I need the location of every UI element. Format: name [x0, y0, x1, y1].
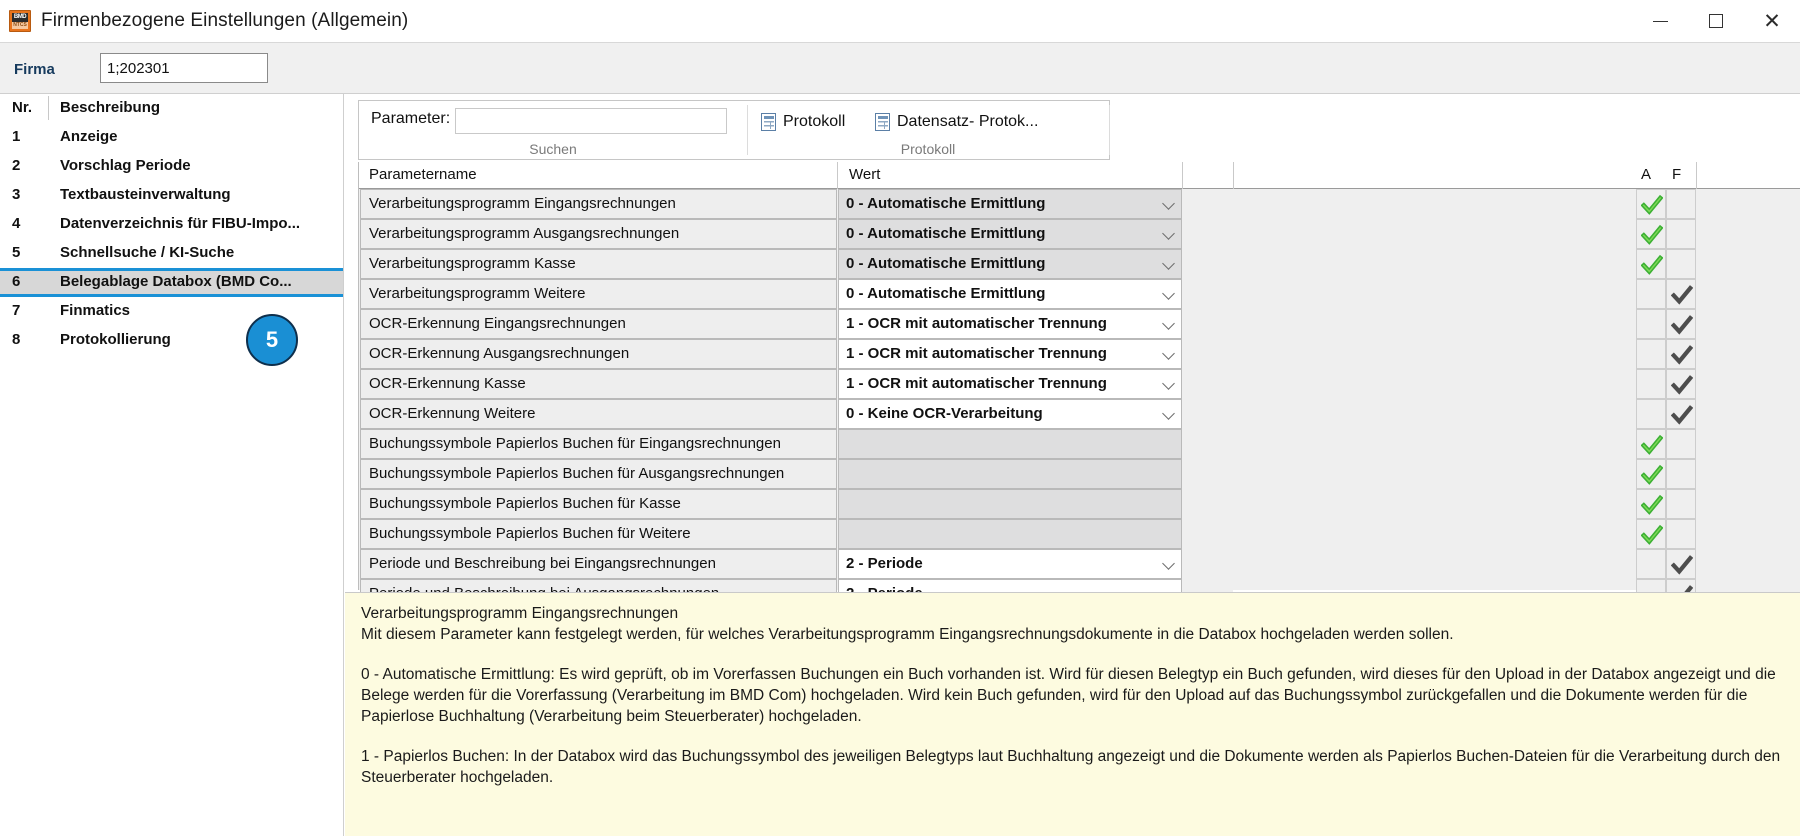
parameter-name-cell[interactable]: Verarbeitungsprogramm Eingangsrechnungen	[360, 189, 837, 219]
table-empty-area	[1696, 189, 1800, 590]
column-f-checkbox-cell[interactable]	[1666, 369, 1696, 399]
checkmark-gray-icon	[1671, 314, 1693, 336]
settings-list-header	[0, 94, 344, 123]
value-dropdown[interactable]	[838, 549, 1182, 579]
column-a-checkbox-cell[interactable]	[1636, 339, 1666, 369]
minimize-button[interactable]	[1632, 0, 1688, 42]
table-row[interactable]	[359, 309, 1800, 339]
table-spacer-cell	[1182, 189, 1233, 219]
checkmark-green-icon	[1641, 254, 1663, 276]
column-header-nr: Nr.	[12, 99, 33, 116]
checkmark-green-icon	[1641, 464, 1663, 486]
table-row[interactable]	[359, 459, 1800, 489]
column-f-checkbox-cell[interactable]	[1666, 429, 1696, 459]
bmd-logo-bottom-text: NTCS	[13, 22, 27, 28]
column-a-checkbox-cell[interactable]	[1636, 279, 1666, 309]
value-dropdown[interactable]	[838, 249, 1182, 279]
sidebar-item-label: Belegablage Databox (BMD Co...	[60, 273, 292, 290]
value-cell[interactable]	[838, 519, 1182, 549]
sidebar-item-number: 1	[12, 128, 21, 145]
value-text: 0 - Keine OCR-Verarbeitung	[846, 405, 1043, 422]
checkmark-gray-icon	[1671, 344, 1693, 366]
maximize-button[interactable]	[1688, 0, 1744, 42]
checkmark-green-icon	[1641, 224, 1663, 246]
column-header-beschreibung: Beschreibung	[60, 99, 161, 116]
table-spacer-cell	[1182, 429, 1233, 459]
parameter-name-cell[interactable]: Verarbeitungsprogramm Kasse	[360, 249, 837, 279]
column-a-checkbox-cell[interactable]	[1636, 369, 1666, 399]
parameter-name-cell[interactable]: OCR-Erkennung Eingangsrechnungen	[360, 309, 837, 339]
value-text: 2 - Periode	[846, 555, 923, 572]
table-spacer-cell	[1182, 249, 1233, 279]
table-spacer-cell	[1182, 519, 1233, 549]
parameter-name-cell[interactable]: Buchungssymbole Papierlos Buchen für Eingangsrechnungen	[360, 429, 837, 459]
value-dropdown[interactable]	[838, 339, 1182, 369]
firma-label: Firma	[14, 61, 55, 78]
description-paragraph-1: 0 - Automatische Ermittlung: Es wird geprüft, ob im Vorerfassen Buchungen ein Buch vorhanden ist. Wird für diesen Belegtyp ein Buch gefunden, wird dieses für den Upload in der Databox angezeigt und die Belege werden für die Vorerfassung (Verarbeitung im BMD Com) hochgeladen. Wird kein Buch gefunden, wird für den Upload auf das Buchungssymbol zurückgefallen und die Dokumente werden für die Papierlose Buchhaltung (Verarbeitung beim Steuerberater) hochgeladen.	[361, 666, 1776, 725]
document-list-icon	[761, 113, 776, 131]
description-paragraph-2: 1 - Papierlos Buchen: In der Databox wird das Buchungssymbol des jeweiligen Belegtyps laut Buchhaltung angezeigt und die Dokumente werden als Papierlos Buchen-Dateien für die Verarbeitung durch den Steuerberater hochgeladen.	[361, 748, 1781, 786]
column-a-checkbox-cell[interactable]	[1636, 519, 1666, 549]
table-row[interactable]	[359, 279, 1800, 309]
description-spacer	[361, 645, 1794, 664]
chevron-down-icon[interactable]	[1162, 197, 1175, 210]
column-f-checkbox-cell[interactable]	[1666, 189, 1696, 219]
parameter-table	[358, 162, 1800, 590]
header-divider	[48, 96, 49, 120]
sidebar-item-7[interactable]	[0, 297, 344, 326]
column-header-parametername[interactable]: Parametername	[369, 166, 477, 183]
sidebar-item-label: Datenverzeichnis für FIBU-Impo...	[60, 215, 301, 232]
sidebar-item-1[interactable]	[0, 123, 344, 152]
table-row[interactable]	[359, 219, 1800, 249]
sidebar-item-label: Anzeige	[60, 128, 118, 145]
close-icon: ✕	[1763, 9, 1781, 33]
parameter-label: Parameter:	[371, 110, 451, 127]
value-dropdown[interactable]	[838, 279, 1182, 309]
parameter-name-cell[interactable]: OCR-Erkennung Ausgangsrechnungen	[360, 339, 837, 369]
table-row[interactable]	[359, 339, 1800, 369]
column-a-checkbox-cell[interactable]	[1636, 309, 1666, 339]
table-spacer-cell	[1182, 219, 1233, 249]
table-row[interactable]	[359, 189, 1800, 219]
protokoll-button-label: Protokoll	[783, 113, 846, 130]
sidebar-item-label: Finmatics	[60, 302, 131, 319]
value-cell[interactable]	[838, 429, 1182, 459]
bmd-logo-icon	[9, 10, 31, 32]
value-text: 1 - OCR mit automatischer Trennung	[846, 315, 1107, 332]
value-text: 1 - OCR mit automatischer Trennung	[846, 345, 1107, 362]
chevron-down-icon[interactable]	[1162, 407, 1175, 420]
parameter-name-cell[interactable]: OCR-Erkennung Weitere	[360, 399, 837, 429]
sidebar-item-label: Protokollierung	[60, 331, 171, 348]
table-spacer-cell	[1182, 549, 1233, 579]
value-text: 0 - Automatische Ermittlung	[846, 225, 1046, 242]
sidebar-item-number: 7	[12, 302, 21, 319]
protokoll-button[interactable]	[761, 107, 845, 137]
column-a-checkbox-cell[interactable]	[1636, 189, 1666, 219]
value-dropdown[interactable]	[838, 399, 1182, 429]
parameter-name-cell[interactable]: Verarbeitungsprogramm Ausgangsrechnungen	[360, 219, 837, 249]
table-spacer-cell	[1182, 279, 1233, 309]
parameter-name-cell[interactable]: Buchungssymbole Papierlos Buchen für Kasse	[360, 489, 837, 519]
table-spacer-cell	[1182, 459, 1233, 489]
chevron-down-icon[interactable]	[1162, 227, 1175, 240]
parameter-name-cell[interactable]: Verarbeitungsprogramm Weitere	[360, 279, 837, 309]
chevron-down-icon[interactable]	[1162, 287, 1175, 300]
chevron-down-icon[interactable]	[1162, 557, 1175, 570]
value-text: 0 - Automatische Ermittlung	[846, 285, 1046, 302]
sidebar-item-number: 5	[12, 244, 21, 261]
sidebar-item-3[interactable]	[0, 181, 344, 210]
description-pane	[345, 592, 1800, 836]
parameter-search-input[interactable]	[455, 108, 727, 134]
column-a-checkbox-cell[interactable]	[1636, 549, 1666, 579]
ribbon-group-label-suchen: Suchen	[529, 141, 577, 157]
firma-input[interactable]	[100, 53, 268, 83]
column-f-checkbox-cell[interactable]	[1666, 549, 1696, 579]
column-f-checkbox-cell[interactable]	[1666, 339, 1696, 369]
description-subtitle: Mit diesem Parameter kann festgelegt werden, für welches Verarbeitungsprogramm Eingangsrechnungsdokumente in die Databox hochgeladen werden sollen.	[361, 626, 1454, 643]
header-divider	[1696, 162, 1697, 189]
checkmark-green-icon	[1641, 434, 1663, 456]
firma-bar	[0, 42, 1800, 94]
chevron-down-icon[interactable]	[1162, 317, 1175, 330]
column-f-checkbox-cell[interactable]	[1666, 279, 1696, 309]
table-spacer-cell	[1182, 369, 1233, 399]
datensatz-protokoll-button[interactable]	[875, 107, 1038, 137]
parameter-table-header	[359, 162, 1800, 189]
bmd-logo-top-text: BMD	[13, 14, 27, 20]
column-header-wert[interactable]: Wert	[849, 166, 881, 183]
column-f-checkbox-cell[interactable]	[1666, 519, 1696, 549]
column-header-f[interactable]: F	[1672, 166, 1682, 183]
sidebar-item-6[interactable]	[0, 268, 344, 297]
chevron-down-icon[interactable]	[1162, 377, 1175, 390]
maximize-icon	[1709, 14, 1723, 28]
header-divider	[1182, 162, 1183, 189]
description-spacer	[361, 727, 1794, 746]
table-row[interactable]	[359, 249, 1800, 279]
chevron-down-icon[interactable]	[1162, 257, 1175, 270]
column-header-a[interactable]: A	[1641, 166, 1652, 183]
settings-category-list	[0, 94, 344, 836]
table-row[interactable]	[359, 429, 1800, 459]
value-cell[interactable]	[838, 489, 1182, 519]
table-row[interactable]	[359, 369, 1800, 399]
column-f-checkbox-cell[interactable]	[1666, 309, 1696, 339]
value-dropdown[interactable]	[838, 309, 1182, 339]
sidebar-item-number: 2	[12, 157, 21, 174]
checkmark-gray-icon	[1671, 554, 1693, 576]
parameter-name-cell[interactable]: Buchungssymbole Papierlos Buchen für Ausgangsrechnungen	[360, 459, 837, 489]
sidebar-item-label: Vorschlag Periode	[60, 157, 191, 174]
header-divider	[1233, 162, 1234, 189]
column-f-checkbox-cell[interactable]	[1666, 399, 1696, 429]
sidebar-item-4[interactable]	[0, 210, 344, 239]
column-a-checkbox-cell[interactable]	[1636, 459, 1666, 489]
sidebar-item-number: 3	[12, 186, 21, 203]
ribbon-group-divider	[1109, 105, 1110, 155]
ribbon-group-protokoll	[747, 101, 1109, 159]
column-a-checkbox-cell[interactable]	[1636, 429, 1666, 459]
sidebar-item-label: Schnellsuche / KI-Suche	[60, 244, 235, 261]
table-row[interactable]	[359, 489, 1800, 519]
column-a-checkbox-cell[interactable]	[1636, 489, 1666, 519]
table-row[interactable]	[359, 549, 1800, 579]
parameter-name-cell[interactable]: OCR-Erkennung Kasse	[360, 369, 837, 399]
minimize-icon	[1653, 21, 1668, 22]
table-row[interactable]	[359, 399, 1800, 429]
step-badge: 5	[246, 314, 298, 366]
value-dropdown[interactable]	[838, 219, 1182, 249]
sidebar-item-number: 4	[12, 215, 21, 232]
value-cell[interactable]	[838, 459, 1182, 489]
header-divider	[837, 162, 838, 189]
column-f-checkbox-cell[interactable]	[1666, 249, 1696, 279]
table-spacer-cell	[1182, 339, 1233, 369]
parameter-name-cell[interactable]: Periode und Beschreibung bei Eingangsrechnungen	[360, 549, 837, 579]
table-spacer-cell	[1182, 309, 1233, 339]
column-f-checkbox-cell[interactable]	[1666, 459, 1696, 489]
value-dropdown[interactable]	[838, 369, 1182, 399]
ribbon-toolbar	[358, 100, 1110, 160]
title-bar	[0, 0, 1800, 42]
sidebar-item-number: 8	[12, 331, 21, 348]
column-a-checkbox-cell[interactable]	[1636, 219, 1666, 249]
sidebar-item-label: Textbausteinverwaltung	[60, 186, 231, 203]
sidebar-item-number: 6	[12, 273, 21, 290]
checkmark-green-icon	[1641, 524, 1663, 546]
checkmark-gray-icon	[1671, 284, 1693, 306]
column-f-checkbox-cell[interactable]	[1666, 489, 1696, 519]
checkmark-gray-icon	[1671, 404, 1693, 426]
checkmark-green-icon	[1641, 494, 1663, 516]
value-text: 0 - Automatische Ermittlung	[846, 255, 1046, 272]
value-dropdown[interactable]	[838, 189, 1182, 219]
parameter-name-cell[interactable]: Buchungssymbole Papierlos Buchen für Weitere	[360, 519, 837, 549]
ribbon-group-suchen	[359, 101, 747, 159]
sidebar-item-2[interactable]	[0, 152, 344, 181]
table-row[interactable]	[359, 519, 1800, 549]
document-list-icon	[875, 113, 890, 131]
sidebar-item-5[interactable]	[0, 239, 344, 268]
close-button[interactable]	[1744, 0, 1800, 42]
checkmark-gray-icon	[1671, 374, 1693, 396]
value-text: 1 - OCR mit automatischer Trennung	[846, 375, 1107, 392]
table-spacer-cell	[1182, 489, 1233, 519]
column-a-checkbox-cell[interactable]	[1636, 399, 1666, 429]
column-f-checkbox-cell[interactable]	[1666, 219, 1696, 249]
ribbon-group-label-protokoll: Protokoll	[900, 141, 956, 157]
value-text: 0 - Automatische Ermittlung	[846, 195, 1046, 212]
window-title: Firmenbezogene Einstellungen (Allgemein)	[41, 10, 409, 31]
table-spacer-cell	[1182, 399, 1233, 429]
chevron-down-icon[interactable]	[1162, 347, 1175, 360]
description-title: Verarbeitungsprogramm Eingangsrechnungen	[361, 605, 679, 622]
column-a-checkbox-cell[interactable]	[1636, 249, 1666, 279]
checkmark-green-icon	[1641, 194, 1663, 216]
datensatz-protokoll-button-label: Datensatz- Protok...	[897, 113, 1039, 130]
